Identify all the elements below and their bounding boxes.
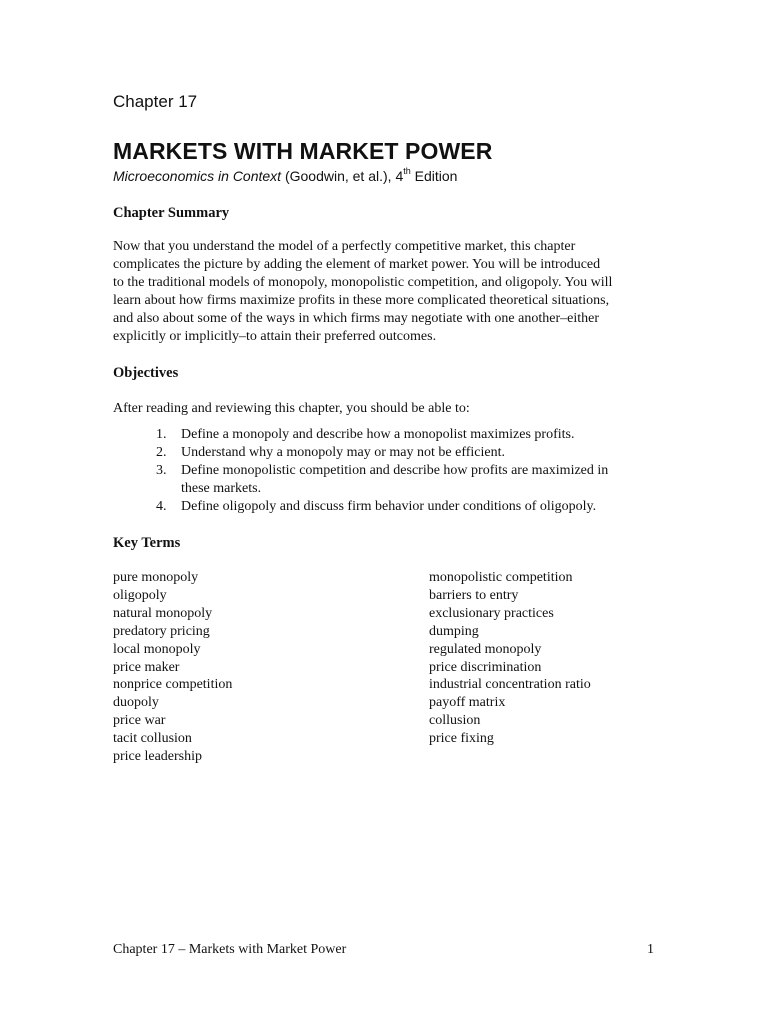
- summary-heading: Chapter Summary: [113, 205, 230, 221]
- key-term: price maker: [113, 659, 180, 675]
- key-term: tacit collusion: [113, 731, 192, 747]
- key-term: price discrimination: [429, 659, 542, 675]
- key-term: exclusionary practices: [429, 605, 554, 621]
- key-term: barriers to entry: [429, 587, 519, 603]
- objective-text: Define monopolistic competition and describe how profits are maximized in: [181, 463, 609, 478]
- list-number: 4.: [156, 499, 167, 514]
- list-item: [156, 426, 608, 444]
- list-item: [156, 462, 608, 498]
- key-terms-heading: Key Terms: [113, 535, 181, 551]
- objective-text: Define a monopoly and describe how a monopolist maximizes profits.: [181, 427, 575, 442]
- key-term: regulated monopoly: [429, 641, 542, 657]
- summary-line: explicitly or implicitly–to attain their preferred outcomes.: [113, 329, 437, 344]
- key-term: collusion: [429, 713, 481, 729]
- key-term: local monopoly: [113, 641, 201, 657]
- book-authors: (Goodwin, et al.), 4: [281, 168, 404, 184]
- key-term: monopolistic competition: [429, 570, 573, 585]
- key-terms-right-column: [429, 569, 591, 748]
- objective-text: Understand why a monopoly may or may not be efficient.: [181, 445, 505, 460]
- summary-line: complicates the picture by adding the element of market power. You will be introduced: [113, 257, 601, 272]
- list-number: 1.: [156, 427, 167, 442]
- key-term: industrial concentration ratio: [429, 677, 591, 693]
- summary-line: and also about some of the ways in which firms may negotiate with one another–either: [113, 311, 599, 326]
- key-term: nonprice competition: [113, 677, 233, 693]
- key-term: price war: [113, 713, 166, 729]
- list-number: 2.: [156, 445, 167, 460]
- key-term: price leadership: [113, 749, 203, 765]
- chapter-label: Chapter 17: [113, 92, 198, 111]
- objectives-intro: After reading and reviewing this chapter, you should be able to:: [113, 401, 470, 416]
- book-subtitle: [113, 168, 457, 184]
- key-term: predatory pricing: [113, 623, 210, 639]
- objectives-list: [156, 426, 608, 516]
- objectives-heading: Objectives: [113, 365, 179, 381]
- key-term: duopoly: [113, 695, 159, 711]
- edition-superscript: th: [403, 166, 411, 176]
- key-terms-left-column: [113, 569, 232, 766]
- list-number: 3.: [156, 463, 167, 478]
- summary-line: learn about how firms maximize profits in these more complicated theoretical situations,: [113, 293, 610, 308]
- list-item: [156, 498, 608, 516]
- key-term: natural monopoly: [113, 605, 213, 621]
- objective-text: these markets.: [181, 481, 262, 496]
- page-title: MARKETS WITH MARKET POWER: [113, 138, 493, 164]
- page-number: 1: [647, 942, 654, 957]
- list-item: [156, 444, 608, 462]
- book-edition: Edition: [410, 168, 458, 184]
- objective-text: Define oligopoly and discuss firm behavior under conditions of oligopoly.: [181, 499, 597, 514]
- key-term: dumping: [429, 623, 479, 639]
- summary-line: to the traditional models of monopoly, monopolistic competition, and oligopoly. You will: [113, 275, 613, 290]
- summary-paragraph: [113, 238, 658, 346]
- key-term: payoff matrix: [429, 695, 506, 711]
- page-footer: Chapter 17 – Markets with Market Power: [113, 942, 347, 957]
- key-term: pure monopoly: [113, 570, 199, 585]
- summary-line: Now that you understand the model of a perfectly competitive market, this chapter: [113, 239, 576, 254]
- key-term: oligopoly: [113, 587, 167, 603]
- key-term: price fixing: [429, 731, 494, 747]
- book-title: Microeconomics in Context: [113, 168, 282, 184]
